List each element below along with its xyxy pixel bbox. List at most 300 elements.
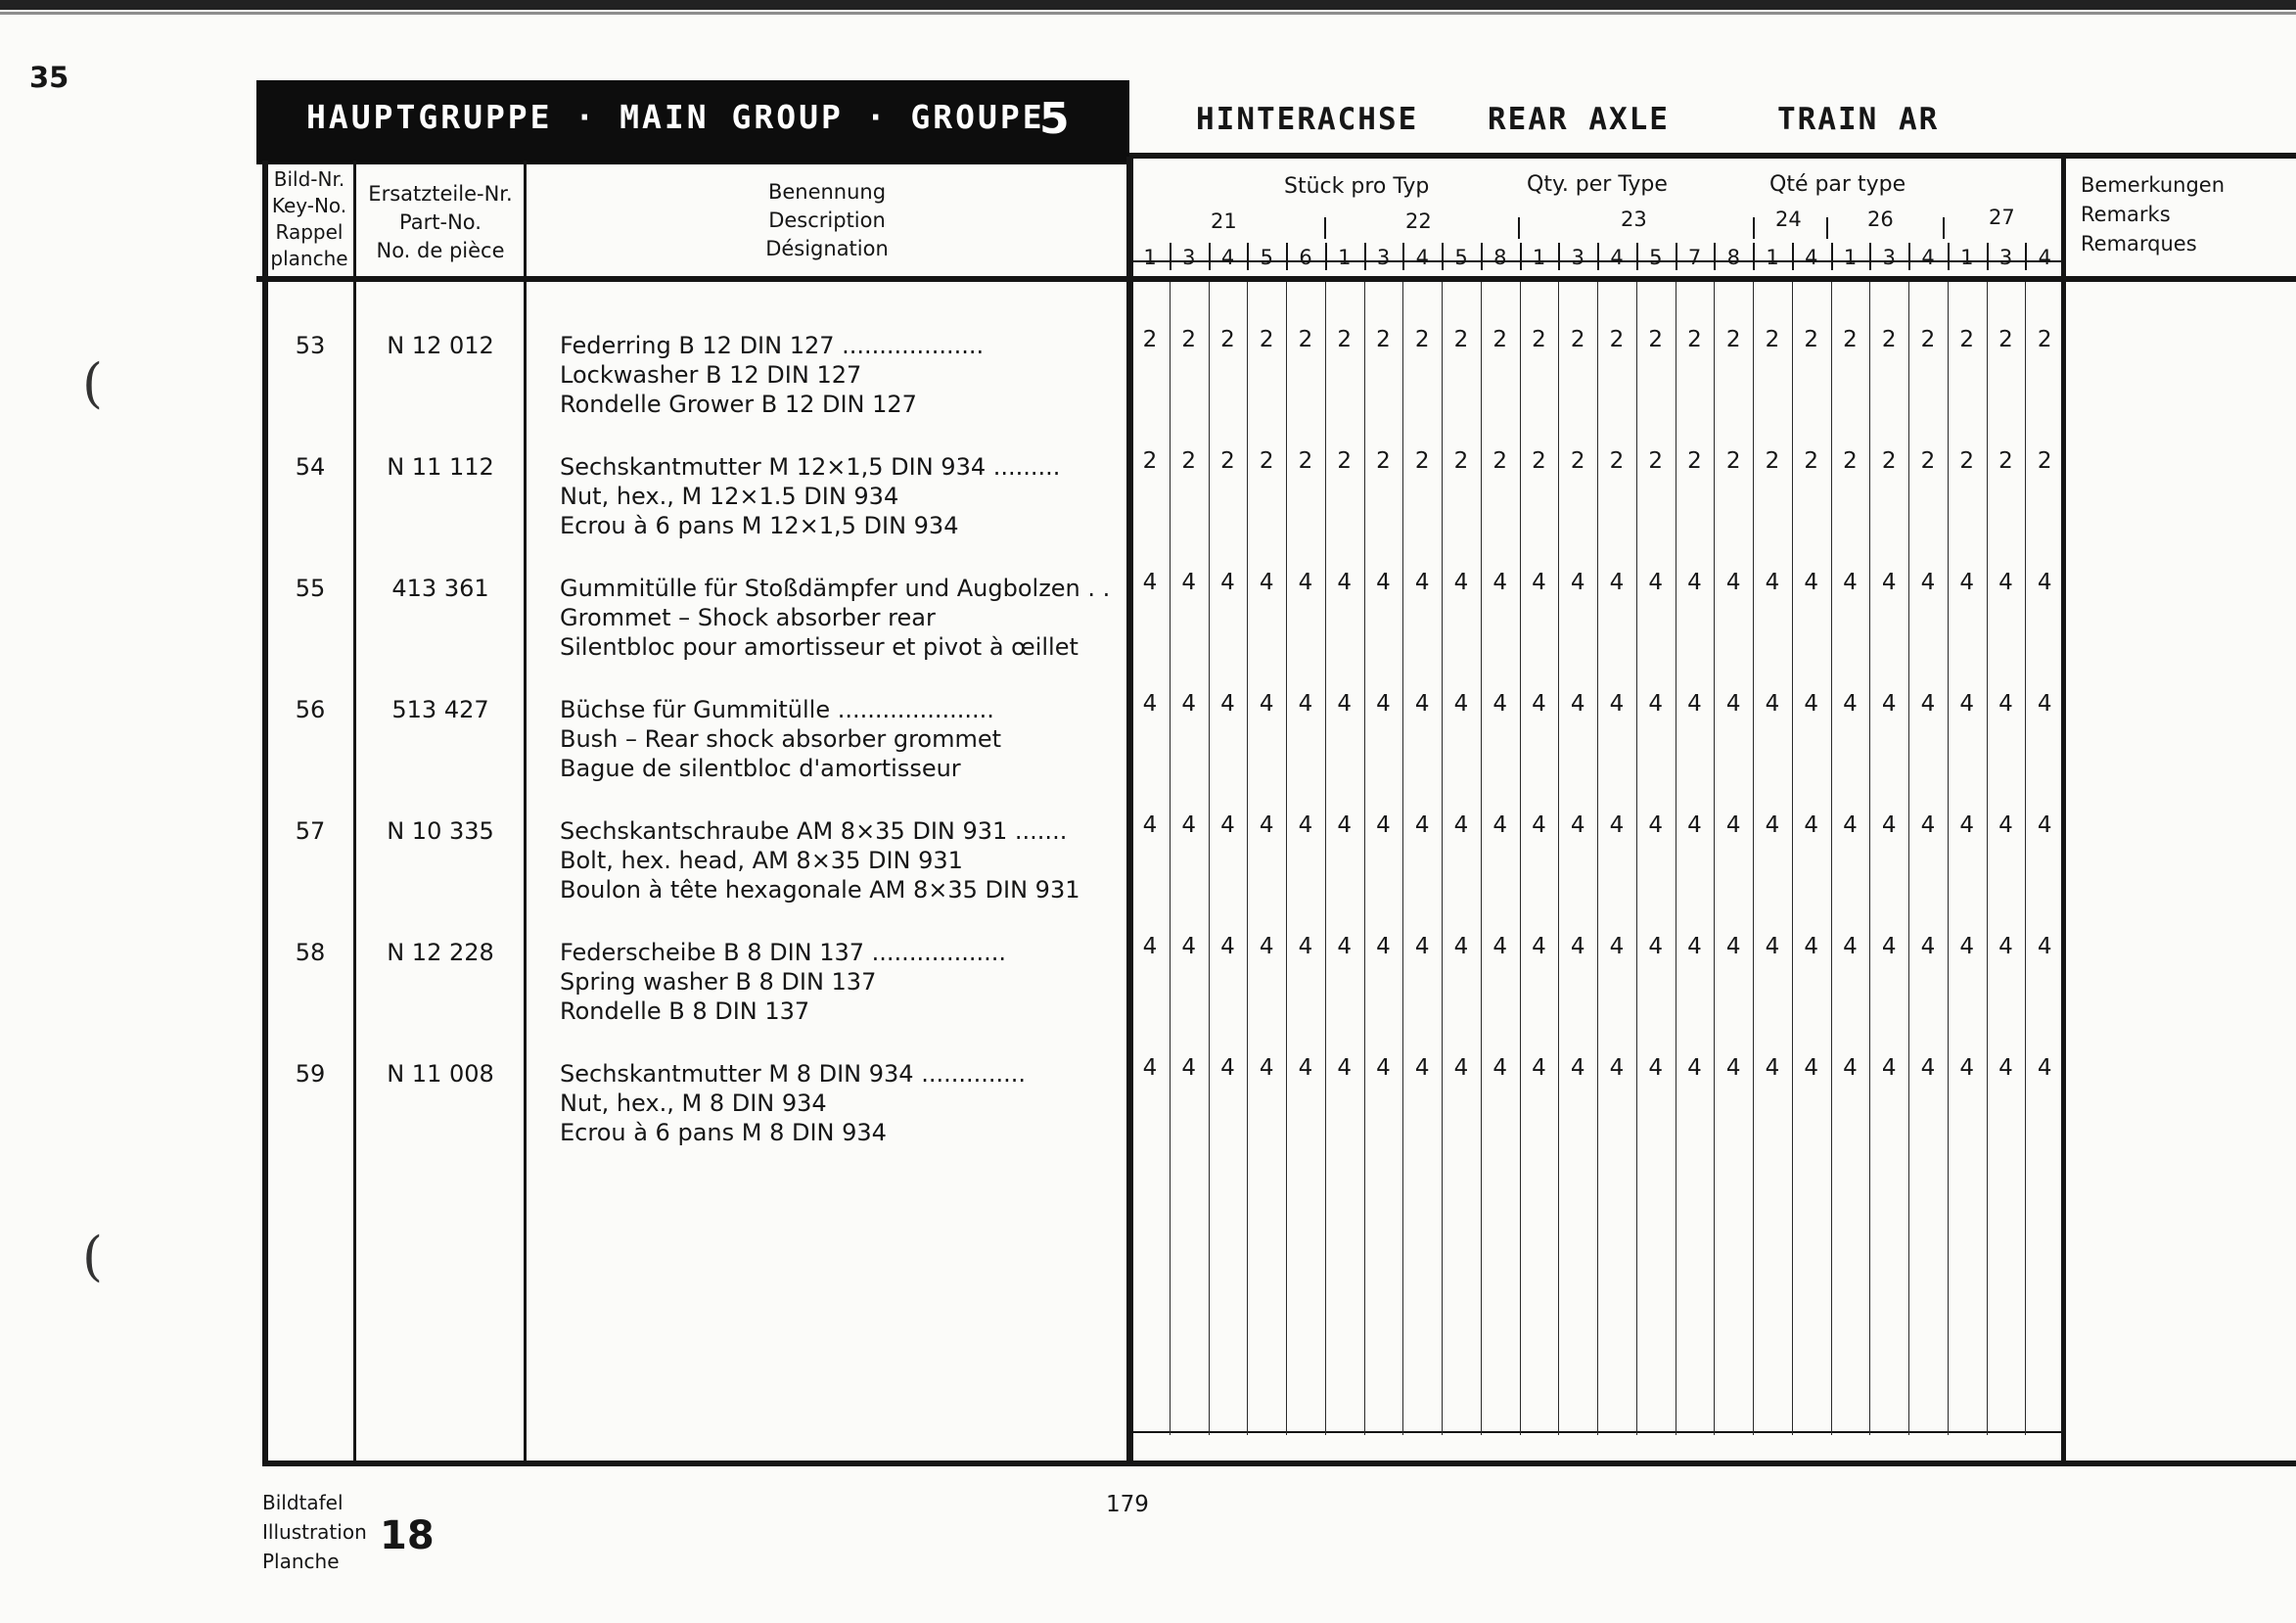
- quantity-cell: 2: [1220, 327, 1235, 352]
- quantity-cell: 4: [1959, 934, 1975, 959]
- subcolumn-tick: [1792, 243, 1794, 270]
- main-group-label: HAUPTGRUPPE · MAIN GROUP · GROUPE: [306, 98, 1045, 136]
- quantity-cell: 4: [1181, 691, 1197, 717]
- quantity-cell: 4: [1609, 691, 1625, 717]
- quantity-cell: 4: [1920, 570, 1936, 595]
- type-subcolumn-label: 5: [1454, 246, 1468, 269]
- group-tick: [1518, 217, 1520, 239]
- quantity-cell: 4: [1414, 691, 1430, 717]
- subcolumn-tick: [1286, 243, 1288, 270]
- description-line: Ecrou à 6 pans M 12×1,5 DIN 934: [560, 512, 959, 539]
- key-number: 53: [295, 332, 326, 359]
- part-number: 413 361: [391, 575, 489, 602]
- quantity-cell: 4: [1453, 691, 1469, 717]
- quantity-cell: 4: [1453, 812, 1469, 838]
- quantity-cell: 4: [1220, 812, 1235, 838]
- quantity-cell: 4: [1725, 691, 1741, 717]
- type-subcolumn-label: 1: [1143, 246, 1157, 269]
- footer-label-line: Bildtafel: [262, 1491, 344, 1514]
- quantity-cell: 4: [1881, 691, 1897, 717]
- subcolumn-tick: [2025, 243, 2027, 270]
- quantity-cell: 4: [1492, 570, 1508, 595]
- footer-label-line: Illustration: [262, 1520, 367, 1544]
- quantity-cell: 2: [1570, 327, 1585, 352]
- quantity-cell: 4: [1259, 691, 1274, 717]
- quantity-cell: 4: [1376, 812, 1391, 838]
- group-tick: [1826, 217, 1828, 239]
- quantity-cell: 2: [1532, 448, 1546, 474]
- quantity-cell: 4: [1570, 570, 1585, 595]
- binding-hole-mark: (: [82, 1226, 104, 1287]
- quantity-cell: 2: [1414, 448, 1430, 474]
- heading-line: No. de pièce: [376, 239, 505, 262]
- group-tick: [1943, 217, 1945, 239]
- type-subcolumn-label: 4: [2038, 246, 2051, 269]
- description-line: Nut, hex., M 8 DIN 934: [560, 1090, 827, 1117]
- part-number: N 12 228: [387, 939, 494, 966]
- part-no-heading: [356, 180, 525, 265]
- quantity-cell: 4: [1181, 934, 1197, 959]
- subcolumn-tick: [1676, 243, 1677, 270]
- quantity-cell: 4: [1532, 570, 1546, 595]
- quantity-cell: 2: [1881, 327, 1897, 352]
- quantity-cell: 4: [1259, 812, 1274, 838]
- quantity-cell: 2: [2037, 448, 2052, 474]
- type-subcolumn-label: 1: [1532, 246, 1546, 269]
- quantity-cell: 4: [1765, 812, 1780, 838]
- quantity-cell: 4: [1881, 1055, 1897, 1081]
- quantity-cell: 2: [1492, 448, 1508, 474]
- key-number: 54: [295, 453, 326, 481]
- type-subcolumn-label: 6: [1299, 246, 1312, 269]
- quantity-cell: 4: [2037, 934, 2052, 959]
- part-number: N 10 335: [387, 817, 494, 845]
- quantity-cell: 2: [1532, 327, 1546, 352]
- quantity-cell: 2: [1959, 448, 1975, 474]
- qty-heading-en: Qty. per Type: [1527, 172, 1668, 197]
- quantity-cell: 2: [1259, 448, 1274, 474]
- part-number: N 11 008: [387, 1060, 494, 1088]
- quantity-cell: 4: [1648, 570, 1664, 595]
- quantity-cell: 4: [1959, 1055, 1975, 1081]
- type-subcolumn-label: 1: [1766, 246, 1779, 269]
- quantity-cell: 4: [1298, 691, 1313, 717]
- group-tick: [1753, 217, 1755, 239]
- quantity-cell: 2: [1337, 448, 1353, 474]
- quantity-cell: 4: [1687, 691, 1702, 717]
- type-subcolumn-label: 3: [1182, 246, 1196, 269]
- quantity-cell: 2: [1609, 448, 1625, 474]
- description-line: Bague de silentbloc d'amortisseur: [560, 755, 961, 782]
- quantity-cell: 2: [1609, 327, 1625, 352]
- quantity-cell: 4: [1220, 570, 1235, 595]
- quantity-cell: 2: [1687, 448, 1702, 474]
- quantity-cell: 4: [1725, 812, 1741, 838]
- quantity-cell: 4: [1414, 570, 1430, 595]
- quantity-cell: 4: [1804, 934, 1819, 959]
- description-line: Sechskantmutter M 8 DIN 934 ..............: [560, 1060, 1027, 1088]
- quantity-cell: 4: [1376, 934, 1391, 959]
- column-divider-thick: [1126, 157, 1133, 1464]
- heading-line: Benennung: [767, 180, 887, 204]
- qty-heading-fr: Qté par type: [1769, 172, 1906, 197]
- type-subcolumn-label: 1: [1843, 246, 1858, 269]
- quantity-cell: 4: [1181, 570, 1197, 595]
- quantity-cell: 4: [1337, 812, 1353, 838]
- quantity-cell: 2: [1725, 448, 1741, 474]
- quantity-cell: 4: [1959, 570, 1975, 595]
- quantity-cell: 4: [1881, 812, 1897, 838]
- quantity-cell: 4: [1920, 812, 1936, 838]
- subcolumn-tick: [1948, 243, 1950, 270]
- quantity-cell: 2: [1765, 448, 1780, 474]
- subcolumn-tick: [1170, 243, 1171, 270]
- type-group-label: 22: [1405, 209, 1432, 233]
- page-number: 35: [29, 61, 69, 94]
- type-subcolumn-label: 5: [1260, 246, 1273, 269]
- quantity-cell: 4: [1609, 934, 1625, 959]
- binding-hole-mark: (: [82, 352, 104, 414]
- description-line: Nut, hex., M 12×1.5 DIN 934: [560, 483, 899, 510]
- quantity-cell: 4: [1570, 691, 1585, 717]
- subcolumn-tick: [1869, 243, 1871, 270]
- quantity-cell: 2: [1453, 448, 1469, 474]
- description-line: Rondelle B 8 DIN 137: [560, 997, 810, 1025]
- heading-line: planche: [270, 247, 348, 270]
- quantity-cell: 2: [1181, 327, 1197, 352]
- description-heading: [527, 178, 1127, 263]
- quantity-cell: 2: [1648, 448, 1664, 474]
- quantity-cell: 4: [1532, 812, 1546, 838]
- quantity-cell: 4: [2037, 812, 2052, 838]
- quantity-cell: 4: [1843, 1055, 1858, 1081]
- quantity-cell: 4: [1920, 1055, 1936, 1081]
- subcolumn-tick: [1209, 243, 1211, 270]
- heading-line: Remarks: [2081, 203, 2171, 226]
- quantity-cell: 4: [2037, 1055, 2052, 1081]
- top-rule: [0, 0, 2296, 10]
- quantity-cell: 4: [1881, 934, 1897, 959]
- type-subcolumn-label: 3: [1882, 246, 1896, 269]
- description-line: Lockwasher B 12 DIN 127: [560, 361, 862, 389]
- quantity-cell: 4: [1142, 812, 1158, 838]
- key-number: 56: [295, 696, 326, 723]
- illustration-plate-label: [262, 1488, 367, 1576]
- remarks-heading: [2081, 170, 2225, 258]
- quantity-cell: 4: [1765, 570, 1780, 595]
- subcolumn-tick: [1831, 243, 1833, 270]
- quantity-cell: 4: [1648, 691, 1664, 717]
- subcolumn-tick: [1364, 243, 1366, 270]
- subcolumn-tick: [1442, 243, 1444, 270]
- quantity-cell: 4: [1492, 934, 1508, 959]
- type-group-label: 23: [1621, 208, 1647, 231]
- quantity-cell: 4: [1532, 1055, 1546, 1081]
- quantity-cell: 2: [1920, 327, 1936, 352]
- quantity-cell: 4: [1414, 934, 1430, 959]
- key-no-heading: [264, 166, 354, 272]
- part-number: 513 427: [391, 696, 489, 723]
- subcolumn-tick: [1597, 243, 1599, 270]
- description-line: Büchse für Gummitülle .....................: [560, 696, 994, 723]
- description-line: Bush – Rear shock absorber grommet: [560, 725, 1002, 753]
- quantity-cell: 4: [1765, 691, 1780, 717]
- quantity-cell: 2: [1453, 327, 1469, 352]
- quantity-cell: 2: [1492, 327, 1508, 352]
- type-subcolumn-label: 3: [1571, 246, 1584, 269]
- quantity-cell: 4: [1142, 691, 1158, 717]
- type-subcolumn-label: 4: [1220, 246, 1235, 269]
- quantity-cell: 4: [1959, 812, 1975, 838]
- title-french: TRAIN AR: [1777, 102, 1940, 137]
- quantity-cell: 4: [1220, 1055, 1235, 1081]
- quantity-cell: 4: [1998, 691, 2013, 717]
- quantity-cell: 4: [1843, 691, 1858, 717]
- quantity-cell: 4: [1220, 934, 1235, 959]
- quantity-cell: 4: [1142, 1055, 1158, 1081]
- top-rule-secondary: [0, 12, 2296, 15]
- quantity-cell: 2: [1298, 448, 1313, 474]
- quantity-cell: 2: [1220, 448, 1235, 474]
- quantity-cell: 4: [1998, 812, 2013, 838]
- type-subcolumn-label: 4: [1610, 246, 1624, 269]
- quantity-cell: 4: [1609, 812, 1625, 838]
- quantity-cell: 4: [1453, 1055, 1469, 1081]
- footer-label-line: Planche: [262, 1550, 340, 1573]
- qty-heading-de: Stück pro Typ: [1284, 174, 1430, 199]
- quantity-cell: 2: [1998, 448, 2013, 474]
- quantity-cell: 2: [1843, 448, 1858, 474]
- quantity-cell: 4: [1804, 691, 1819, 717]
- group-tick: [1324, 217, 1326, 239]
- quantity-cell: 4: [1337, 934, 1353, 959]
- quantity-cell: 4: [1181, 812, 1197, 838]
- quantity-cell: 4: [1725, 934, 1741, 959]
- quantity-cell: 4: [1492, 1055, 1508, 1081]
- type-subcolumn-label: 3: [1998, 246, 2013, 269]
- subcolumn-tick: [1908, 243, 1910, 270]
- quantity-cell: 2: [1414, 327, 1430, 352]
- quantity-cell: 2: [1687, 327, 1702, 352]
- quantity-cell: 4: [1804, 570, 1819, 595]
- heading-line: Description: [768, 209, 886, 232]
- quantity-cell: 2: [1298, 327, 1313, 352]
- heading-line: Ersatzteile-Nr.: [368, 182, 513, 206]
- heading-line: Rappel: [275, 220, 344, 244]
- type-group-label: 26: [1867, 208, 1894, 231]
- quantity-cell: 4: [1414, 1055, 1430, 1081]
- type-subcolumn-label: 4: [1805, 246, 1818, 269]
- quantity-cell: 2: [1998, 327, 2013, 352]
- quantity-cell: 2: [1843, 327, 1858, 352]
- column-header-rule: [256, 276, 2296, 282]
- quantity-cell: 4: [2037, 570, 2052, 595]
- quantity-cell: 4: [1920, 934, 1936, 959]
- table-bottom-rule: [262, 1461, 2296, 1466]
- quantity-cell: 2: [2037, 327, 2052, 352]
- quantity-cell: 4: [1998, 934, 2013, 959]
- quantity-cell: 4: [1725, 570, 1741, 595]
- description-line: Sechskantmutter M 12×1,5 DIN 934 .........: [560, 453, 1061, 481]
- quantity-cell: 4: [1298, 812, 1313, 838]
- quantity-cell: 4: [1142, 570, 1158, 595]
- quantity-cell: 4: [1453, 570, 1469, 595]
- type-group-label: 27: [1989, 206, 2015, 229]
- quantity-cell: 4: [1881, 570, 1897, 595]
- quantity-cell: 2: [1376, 448, 1391, 474]
- quantity-cell: 2: [1337, 327, 1353, 352]
- quantity-cell: 2: [1570, 448, 1585, 474]
- quantity-cell: 2: [1920, 448, 1936, 474]
- description-line: Federscheibe B 8 DIN 137 ..................: [560, 939, 1006, 966]
- quantity-cell: 2: [1959, 327, 1975, 352]
- quantity-cell: 4: [1453, 934, 1469, 959]
- part-number: N 12 012: [387, 332, 494, 359]
- quantity-cell: 2: [1648, 327, 1664, 352]
- description-line: Grommet – Shock absorber rear: [560, 604, 936, 631]
- quantity-cell: 4: [1843, 934, 1858, 959]
- type-subcolumn-label: 1: [1338, 246, 1352, 269]
- quantity-cell: 4: [1609, 570, 1625, 595]
- quantity-cell: 2: [1804, 327, 1819, 352]
- group-number: 5: [1039, 94, 1070, 144]
- quantity-cell: 4: [1648, 1055, 1664, 1081]
- quantity-cell: 2: [1181, 448, 1197, 474]
- title-english: REAR AXLE: [1488, 102, 1670, 137]
- quantity-cell: 4: [1298, 934, 1313, 959]
- quantity-cell: 4: [2037, 691, 2052, 717]
- quantity-cell: 4: [1532, 934, 1546, 959]
- description-line: Federring B 12 DIN 127 ...................: [560, 332, 985, 359]
- quantity-cell: 4: [1725, 1055, 1741, 1081]
- type-group-label: 21: [1211, 209, 1237, 233]
- quantity-cell: 4: [1259, 570, 1274, 595]
- description-line: Rondelle Grower B 12 DIN 127: [560, 391, 917, 418]
- subcolumn-tick: [1987, 243, 1989, 270]
- description-line: Bolt, hex. head, AM 8×35 DIN 931: [560, 847, 963, 874]
- quantity-cell: 4: [1220, 691, 1235, 717]
- quantity-cell: 4: [1804, 812, 1819, 838]
- subcolumn-tick: [1558, 243, 1560, 270]
- heading-line: Part-No.: [399, 210, 482, 234]
- heading-line: Bild-Nr.: [273, 167, 345, 191]
- type-subcolumn-label: 7: [1687, 246, 1702, 269]
- quantity-cell: 4: [1376, 570, 1391, 595]
- quantity-cell: 4: [1687, 1055, 1702, 1081]
- type-subcolumn-label: 8: [1493, 246, 1507, 269]
- quantity-cell: 4: [1765, 934, 1780, 959]
- type-subcolumn-label: 4: [1921, 246, 1935, 269]
- quantity-cell: 4: [1298, 1055, 1313, 1081]
- title-german: HINTERACHSE: [1196, 102, 1419, 137]
- key-number: 57: [295, 817, 326, 845]
- quantity-cell: 4: [1570, 812, 1585, 838]
- quantity-cell: 4: [1337, 1055, 1353, 1081]
- quantity-cell: 2: [1765, 327, 1780, 352]
- description-line: Ecrou à 6 pans M 8 DIN 934: [560, 1119, 887, 1146]
- column-divider: [524, 161, 527, 1464]
- quantity-cell: 2: [1376, 327, 1391, 352]
- quantity-cell: 4: [1959, 691, 1975, 717]
- subcolumn-tick: [1247, 243, 1249, 270]
- footer-page-number: 179: [1106, 1492, 1149, 1517]
- quantity-cell: 4: [1687, 812, 1702, 838]
- quantity-cell: 4: [1648, 934, 1664, 959]
- heading-line: Remarques: [2081, 232, 2197, 255]
- key-number: 58: [295, 939, 326, 966]
- subcolumn-tick: [1753, 243, 1755, 270]
- quantity-cell: 4: [1998, 1055, 2013, 1081]
- description-line: Silentbloc pour amortisseur et pivot à œillet: [560, 633, 1079, 661]
- description-line: Boulon à tête hexagonale AM 8×35 DIN 931: [560, 876, 1080, 904]
- quantity-cell: 2: [1881, 448, 1897, 474]
- quantity-cell: 4: [1376, 1055, 1391, 1081]
- type-subcolumn-label: 3: [1376, 246, 1391, 269]
- heading-line: Key-No.: [271, 194, 347, 217]
- quantity-cell: 4: [1765, 1055, 1780, 1081]
- subcolumn-tick: [1325, 243, 1327, 270]
- header-rule: [1129, 153, 2296, 159]
- quantity-cell: 2: [1142, 327, 1158, 352]
- quantity-cell: 4: [1687, 934, 1702, 959]
- quantity-cell: 4: [1687, 570, 1702, 595]
- quantity-cell: 4: [1142, 934, 1158, 959]
- type-subcolumn-label: 5: [1649, 246, 1663, 269]
- description-line: Spring washer B 8 DIN 137: [560, 968, 877, 996]
- quantity-cell: 4: [1181, 1055, 1197, 1081]
- subcolumn-tick: [1402, 243, 1404, 270]
- quantity-cell: 4: [1998, 570, 2013, 595]
- key-number: 59: [295, 1060, 326, 1088]
- quantity-cell: 4: [1920, 691, 1936, 717]
- description-line: Gummitülle für Stoßdämpfer und Augbolzen . .: [560, 575, 1111, 602]
- quantity-cell: 4: [1337, 691, 1353, 717]
- quantity-cell: 2: [1725, 327, 1741, 352]
- subcolumn-tick: [1481, 243, 1483, 270]
- type-group-label: 24: [1775, 208, 1802, 231]
- heading-line: Désignation: [765, 237, 889, 260]
- quantity-cell: 4: [1648, 812, 1664, 838]
- quantity-cell: 4: [1804, 1055, 1819, 1081]
- quantity-cell: 4: [1570, 934, 1585, 959]
- quantity-cell: 4: [1492, 691, 1508, 717]
- quantity-cell: 4: [1259, 1055, 1274, 1081]
- subcolumn-tick: [1714, 243, 1716, 270]
- description-line: Sechskantschraube AM 8×35 DIN 931 .......: [560, 817, 1068, 845]
- quantity-cell: 4: [1376, 691, 1391, 717]
- quantity-cell: 4: [1609, 1055, 1625, 1081]
- key-number: 55: [295, 575, 326, 602]
- quantity-cell: 4: [1843, 570, 1858, 595]
- quantity-cell: 2: [1804, 448, 1819, 474]
- heading-line: Bemerkungen: [2081, 173, 2226, 197]
- quantity-cell: 4: [1532, 691, 1546, 717]
- quantity-cell: 4: [1259, 934, 1274, 959]
- subcolumn-tick: [1520, 243, 1522, 270]
- type-subcolumn-label: 8: [1726, 246, 1740, 269]
- type-subcolumn-label: 4: [1415, 246, 1429, 269]
- quantity-cell: 4: [1492, 812, 1508, 838]
- subcolumn-tick: [1636, 243, 1638, 270]
- quantity-cell: 4: [1414, 812, 1430, 838]
- quantity-cell: 4: [1843, 812, 1858, 838]
- quantity-cell: 2: [1142, 448, 1158, 474]
- quantity-cell: 4: [1570, 1055, 1585, 1081]
- part-number: N 11 112: [387, 453, 494, 481]
- type-subcolumn-label: 1: [1960, 246, 1974, 269]
- quantity-cell: 4: [1298, 570, 1313, 595]
- quantity-cell: 2: [1259, 327, 1274, 352]
